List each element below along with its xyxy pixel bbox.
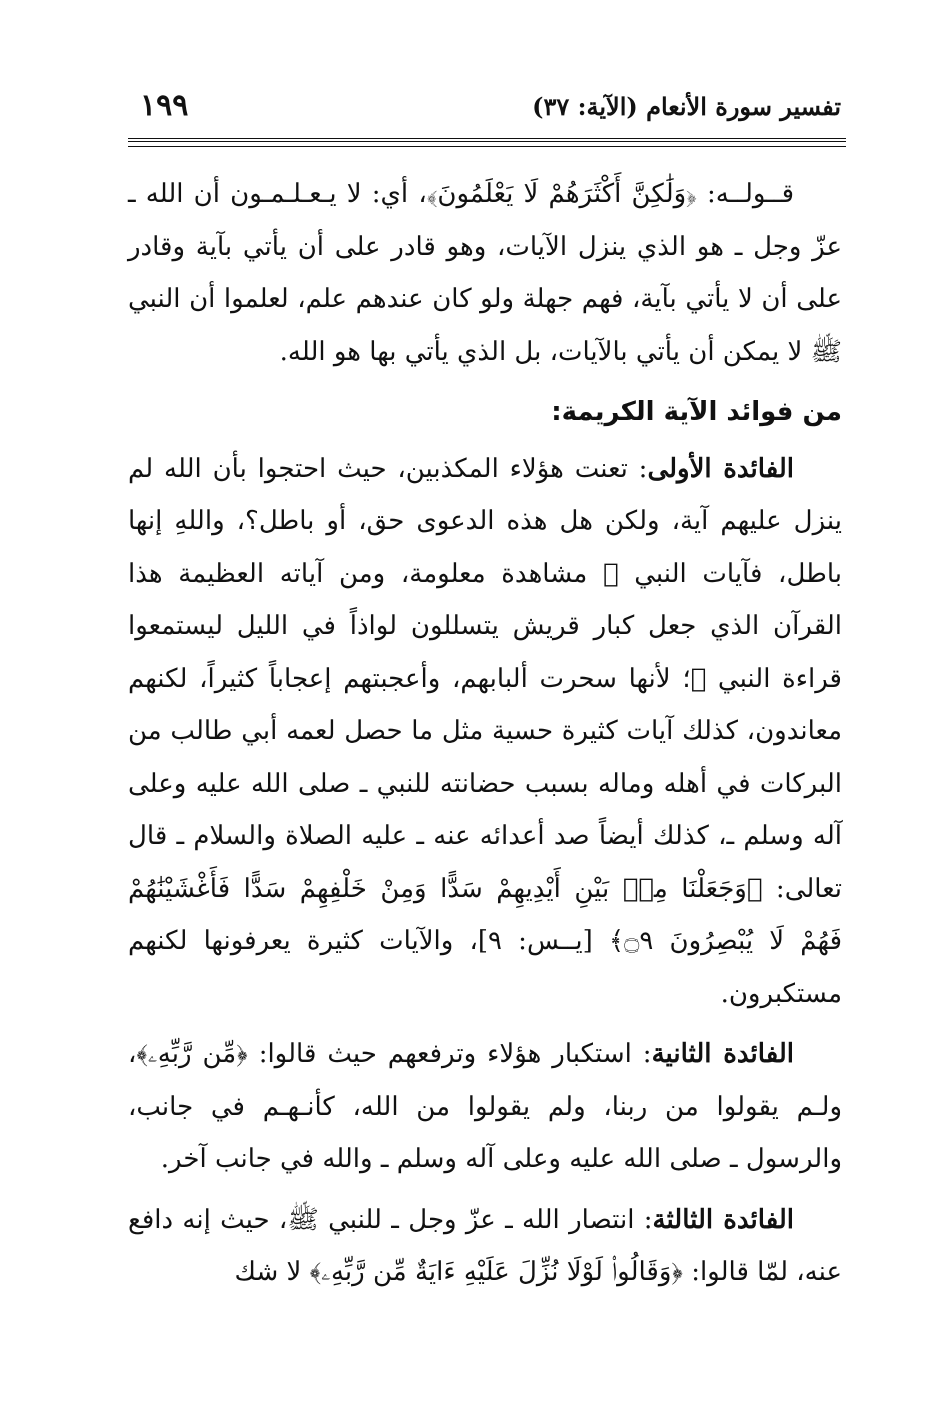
benefit-1-label: الفائدة الأولى xyxy=(647,453,795,484)
benefit-2-text: : استكبار هؤلاء وترفعهم حيث قالوا: ﴿مِّن رَّبِّهِۦ﴾، ولـم يقولوا من ربنا، ولم يقولوا من الله، كأنـهـم في جانب، والرسول ـ صلى الله عليه وعلى آله وسلم ـ والله في جانب آخر. xyxy=(128,1039,842,1174)
paragraph-intro: قــولــه: ﴿وَلَٰكِنَّ أَكْثَرَهُمْ لَا يَعْلَمُونَ﴾، أي: لا يـعـلـمـون أن الله ـ عزّ وجل ـ هو الذي ينزل الآيات، وهو قادر على أن يأتي بآية وقادر على أن لا يأتي بآية، فهم جهلة ولو كان عندهم علم، لعلموا أن النبي ﷺ لا يمكن أن يأتي بالآيات، بل الذي يأتي بها هو الله. xyxy=(128,179,842,367)
section-heading: من فوائد الآية الكريمة: xyxy=(551,397,842,427)
header-rule-thin xyxy=(128,146,846,147)
benefit-3-label: الفائدة الثالثة xyxy=(652,1204,794,1235)
paragraph-benefit-2 xyxy=(128,1028,842,1186)
running-title: تفسير سورة الأنعام (الآية: ٣٧) xyxy=(532,92,841,121)
main-text xyxy=(128,168,842,1299)
paragraph-benefit-3 xyxy=(128,1194,842,1299)
benefit-2-label: الفائدة الثانية xyxy=(651,1039,794,1069)
paragraph-benefit-1 xyxy=(128,443,842,1021)
benefit-1-text: : تعنت هؤلاء المكذبين، حيث احتجوا بأن الله لم ينزل عليهم آية، ولكن هل هذه الدعوى حق، أو باطل؟، واللهِ إنها باطل، فآيات النبي ﷺ مشاهدة معلومة، ومن آياته العظيمة هذا القرآن الذي جعل كبار قريش يتسللون لواذاً في الليل ليستمعوا قراءة النبي ﷺ؛ لأنها سحرت ألبابهم، وأعجبتهم إعجاباً كثيراً، لكنهم معاندون، كذلك آيات كثيرة حسية مثل ما حصل لعمه أبي طالب من البركات في أهله وماله بسبب حضانته للنبي ـ صلى الله عليه وعلى آله وسلم ـ، كذلك أيضاً صد أعدائه عنه ـ عليه الصلاة والسلام ـ قال تعالى: ﴿وَجَعَلْنَا مِنۢ بَيْنِ أَيْدِيهِمْ سَدًّا وَمِنْ خَلْفِهِمْ سَدًّا فَأَغْشَيْنَٰهُمْ فَهُمْ لَا يُبْصِرُونَ ۝٩﴾ [يــس: ٩]، والآيات كثيرة يعرفونها لكنهم مستكبرون. xyxy=(128,453,843,1009)
page-header xyxy=(130,88,841,132)
benefit-3-text: : انتصار الله ـ عزّ وجل ـ للنبي ﷺ، حيث إنه دافع عنه، لمّا قالوا: ﴿وَقَالُوا۟ لَوْلَا نُزِّلَ عَلَيْهِ ءَايَةٌ مِّن رَّبِّهِۦ﴾ لا شك xyxy=(128,1204,842,1287)
page-number: ١٩٩ xyxy=(140,88,189,123)
header-rule xyxy=(128,138,846,142)
